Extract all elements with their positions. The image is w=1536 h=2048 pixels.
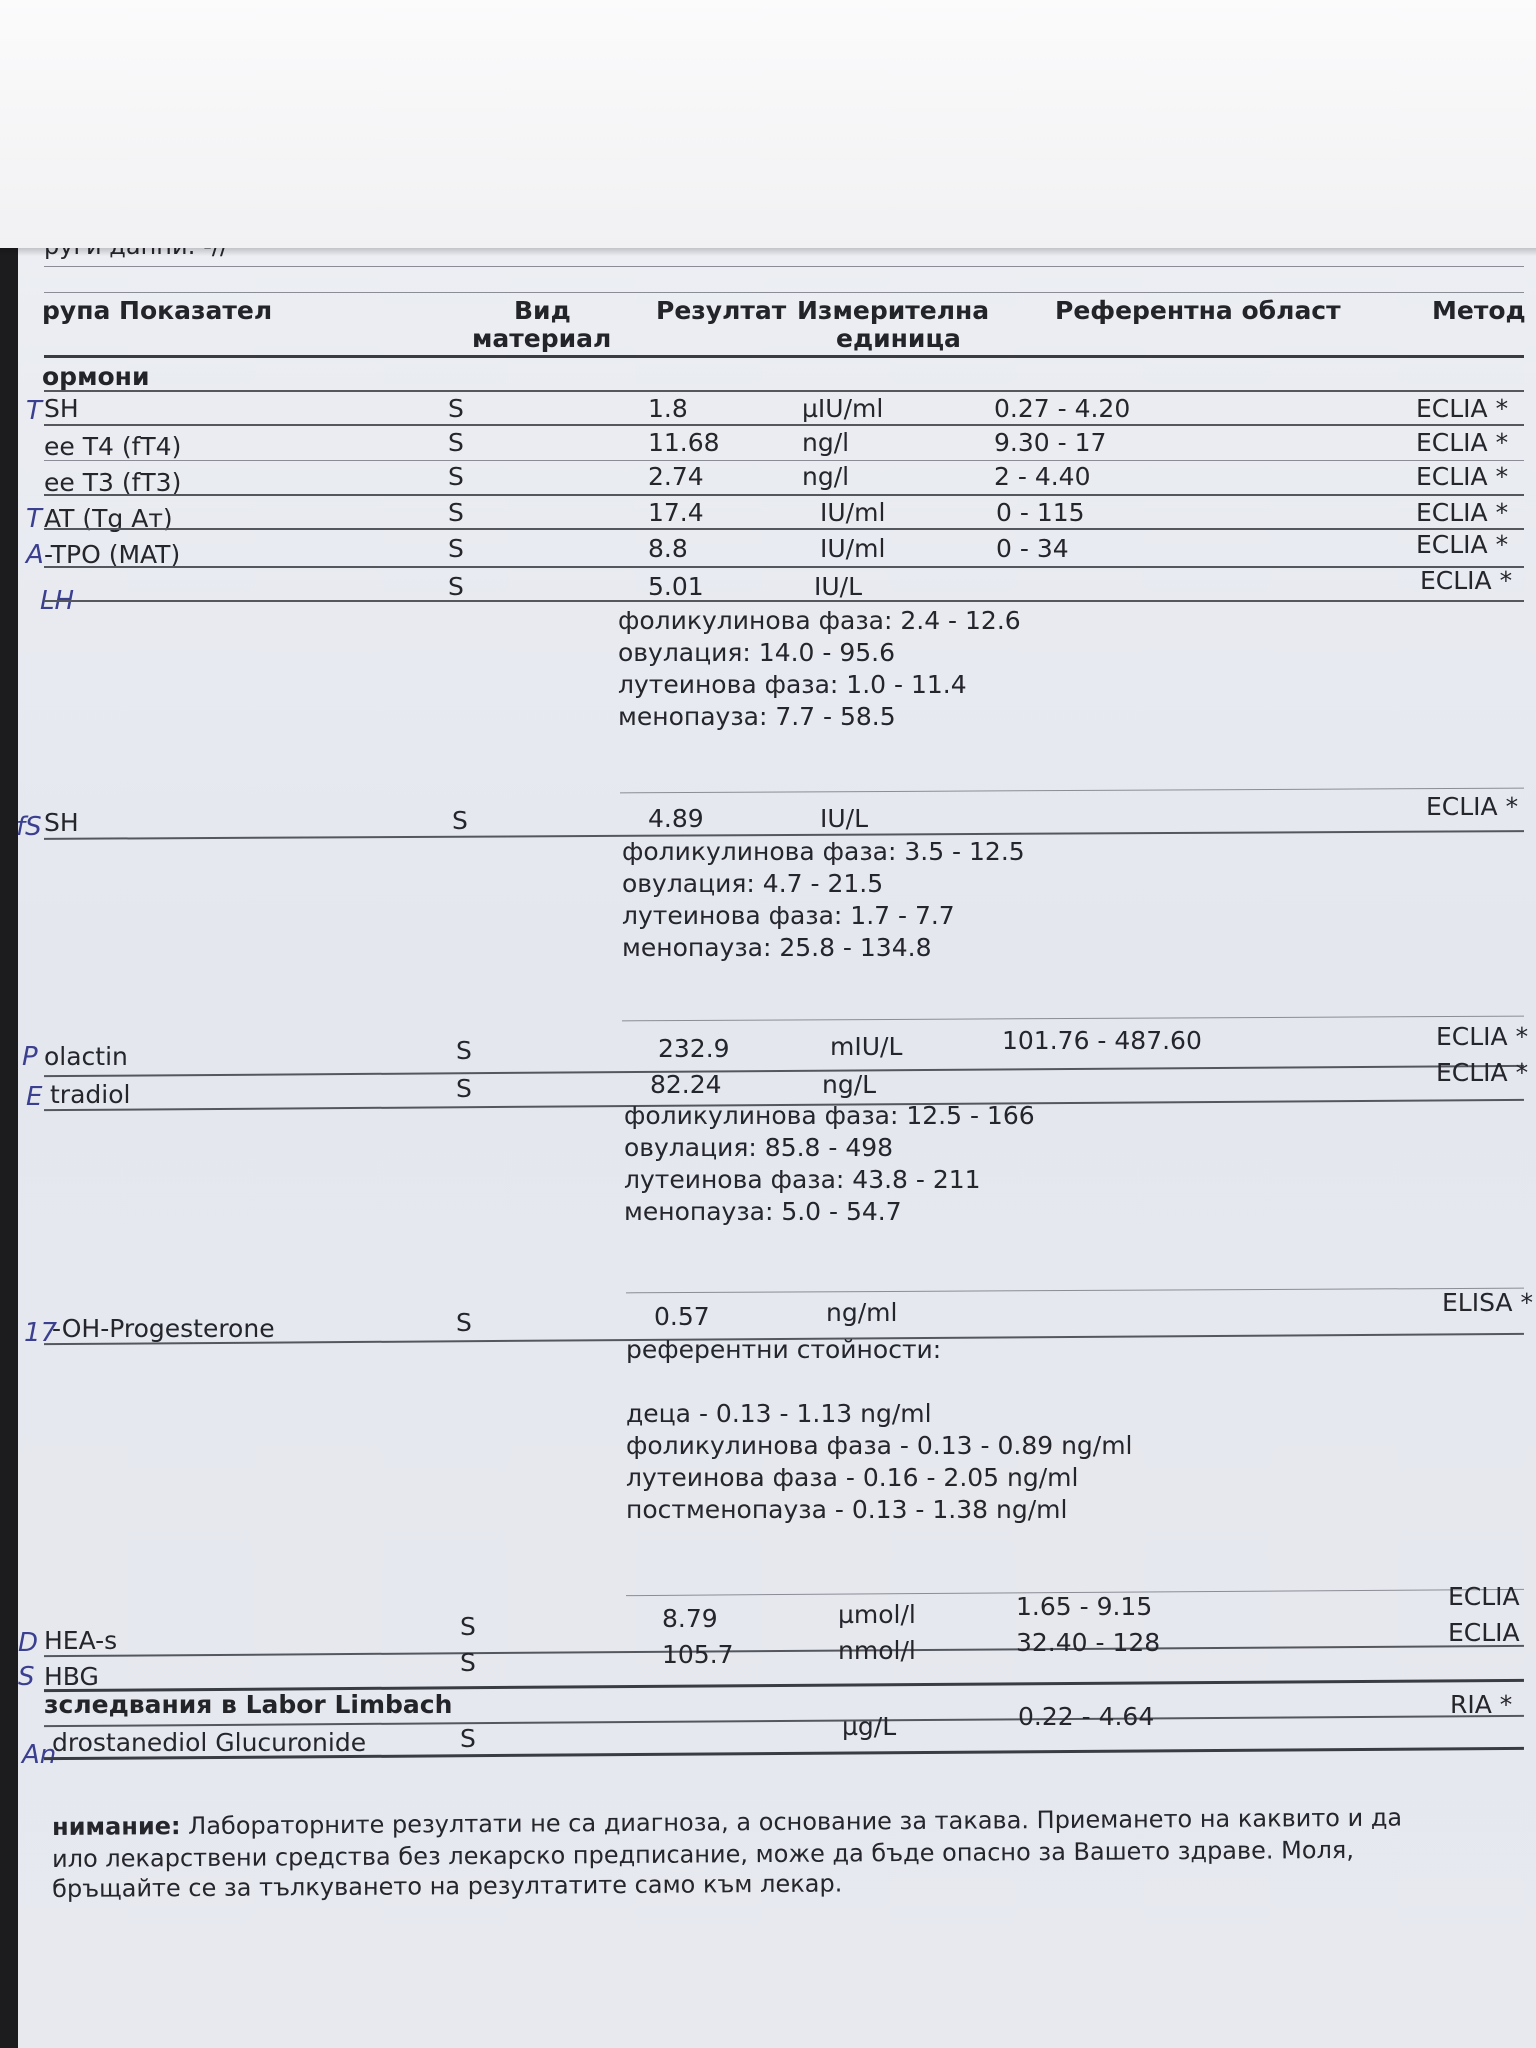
row-reference: 0 - 34 [996, 534, 1069, 563]
divider [44, 600, 1524, 602]
header-divider [44, 355, 1524, 358]
header-material-1: Вид [514, 296, 571, 325]
row-name: -TPO (MAT) [44, 540, 181, 569]
row-material: S [456, 1308, 472, 1337]
row-name: tradiol [50, 1080, 131, 1109]
row-material: S [448, 572, 464, 601]
row-unit: nmol/l [838, 1636, 916, 1665]
section-labor-limbach: зследвания в Labor Limbach [44, 1690, 453, 1719]
row-material: S [452, 806, 468, 835]
handwritten-mark: E [26, 1082, 43, 1112]
row-unit: IU/L [814, 572, 863, 601]
handwritten-mark: A [26, 540, 44, 570]
row-unit: µg/L [842, 1712, 897, 1741]
divider [44, 460, 1524, 461]
header-group-indicator: рупа Показател [42, 296, 273, 325]
row-reference: 0.22 - 4.64 [1018, 1702, 1155, 1731]
row-material: S [460, 1648, 476, 1677]
row-method: ECLIA * [1416, 428, 1509, 457]
row-method: RIA * [1450, 1690, 1513, 1719]
row-name: ee T4 (fT4) [44, 432, 182, 461]
estradiol-range: фоликулинова фаза: 12.5 - 166 [624, 1101, 1035, 1130]
lh-range: овулация: 14.0 - 95.6 [618, 638, 896, 667]
row-unit: mIU/L [830, 1032, 903, 1061]
divider [44, 1645, 1524, 1657]
header-result: Резултат [656, 296, 787, 325]
row-method: ECLIA [1448, 1618, 1520, 1647]
header-unit-2: единица [836, 324, 961, 353]
row-result: 1.8 [648, 394, 688, 423]
handwritten-mark: 17 [24, 1318, 58, 1348]
fsh-range: фоликулинова фаза: 3.5 - 12.5 [622, 837, 1025, 866]
row-material: S [456, 1074, 472, 1103]
row-name: HEA-s [44, 1626, 118, 1655]
divider [44, 494, 1524, 496]
row-unit: ng/l [802, 462, 850, 491]
row-material: S [448, 498, 464, 527]
divider [44, 1065, 1524, 1077]
row-unit: ng/L [822, 1070, 877, 1099]
row-name: -OH-Progesterone [52, 1314, 275, 1343]
row-result: 4.89 [648, 804, 704, 833]
row-name: HBG [44, 1662, 99, 1691]
header-method: Метод [1432, 296, 1526, 325]
divider [44, 266, 1524, 267]
row-result: 11.68 [648, 428, 720, 457]
row-result: 8.79 [662, 1604, 718, 1633]
progesterone-range: фоликулинова фаза - 0.13 - 0.89 ng/ml [626, 1431, 1133, 1460]
row-result: 105.7 [662, 1640, 734, 1669]
row-method: ECLIA * [1416, 530, 1509, 559]
row-name: SH [44, 808, 79, 837]
handwritten-lh: LH [40, 586, 75, 616]
fsh-range: овулация: 4.7 - 21.5 [622, 869, 884, 898]
estradiol-range: лутеинова фаза: 43.8 - 211 [624, 1165, 981, 1194]
row-method: ECLIA * [1416, 394, 1509, 423]
row-reference: 2 - 4.40 [994, 462, 1091, 491]
row-method: ELISA * [1442, 1288, 1533, 1317]
divider [626, 1288, 1524, 1294]
row-method: ECLIA * [1436, 1058, 1529, 1087]
row-method: ECLIA * [1436, 1022, 1529, 1051]
row-method: ECLIA * [1416, 498, 1509, 527]
row-unit: IU/ml [820, 534, 886, 563]
row-result: 232.9 [658, 1034, 730, 1063]
divider [620, 788, 1524, 794]
row-material: S [448, 462, 464, 491]
row-material: S [460, 1724, 476, 1753]
lh-range: менопауза: 7.7 - 58.5 [618, 702, 896, 731]
notice-line-2: ило лекарствени средства без лекарско предписание, може да бъде опасно за Вашето здраве. Моля, [52, 1835, 1355, 1873]
row-material: S [448, 428, 464, 457]
row-reference: 0 - 115 [996, 498, 1085, 527]
notice-text-1: Лабораторните резултати не са диагноза, а основание за такава. Приемането на каквито и да [188, 1803, 1403, 1841]
row-method: ECLIA * [1426, 792, 1519, 821]
row-result: 17.4 [648, 498, 704, 527]
row-result: 2.74 [648, 462, 704, 491]
row-material: S [448, 534, 464, 563]
row-material: S [448, 394, 464, 423]
row-unit: ng/l [802, 428, 850, 457]
row-unit: µmol/l [838, 1600, 916, 1629]
section-hormones: ормони [42, 362, 150, 391]
row-unit: IU/L [820, 804, 869, 833]
row-unit: IU/ml [820, 498, 886, 527]
row-name: AT (Tg Ат) [44, 504, 173, 533]
handwritten-mark: D [18, 1628, 39, 1658]
divider [44, 390, 1524, 392]
row-result: 5.01 [648, 572, 704, 601]
fsh-range: лутеинова фаза: 1.7 - 7.7 [622, 901, 955, 930]
progesterone-reference-title: референтни стойности: [626, 1335, 942, 1364]
estradiol-range: овулация: 85.8 - 498 [624, 1133, 894, 1162]
row-result: 8.8 [648, 534, 688, 563]
handwritten-mark: P [22, 1042, 38, 1072]
row-reference: 9.30 - 17 [994, 428, 1107, 457]
overlapping-blank-sheet [0, 0, 1536, 248]
divider [44, 292, 1524, 293]
handwritten-mark: T [26, 396, 42, 426]
divider [44, 424, 1524, 426]
row-method: ECLIA * [1416, 462, 1509, 491]
row-name: drostanediol Glucuronide [52, 1728, 367, 1757]
row-reference: 0.27 - 4.20 [994, 394, 1131, 423]
estradiol-range: менопауза: 5.0 - 54.7 [624, 1197, 902, 1226]
notice-label: нимание: [52, 1812, 181, 1841]
header-unit-1: Измерителна [797, 296, 990, 325]
row-reference: 1.65 - 9.15 [1016, 1592, 1153, 1621]
handwritten-mark: fS [16, 812, 42, 842]
row-result: 82.24 [650, 1070, 722, 1099]
handwritten-mark: S [18, 1662, 35, 1692]
fsh-range: менопауза: 25.8 - 134.8 [622, 933, 932, 962]
row-name: ee T3 (fT3) [44, 468, 182, 497]
row-name: SH [44, 394, 79, 423]
row-method: ECLIA * [1420, 566, 1513, 595]
progesterone-range: лутеинова фаза - 0.16 - 2.05 ng/ml [626, 1463, 1079, 1492]
divider [44, 528, 1524, 530]
row-unit: µIU/ml [802, 394, 884, 423]
divider [44, 566, 1524, 568]
progesterone-range: постменопауза - 0.13 - 1.38 ng/ml [626, 1495, 1068, 1524]
notice-line-3: бръщайте се за тълкуването на резултатите само към лекар. [52, 1869, 843, 1903]
row-reference: 101.76 - 487.60 [1002, 1026, 1202, 1055]
handwritten-mark: T [26, 504, 42, 534]
handwritten-mark: An [22, 1740, 57, 1770]
header-material-2: материал [472, 324, 612, 353]
row-method: ECLIA [1448, 1582, 1520, 1611]
row-reference: 32.40 - 128 [1016, 1628, 1161, 1657]
row-unit: ng/ml [826, 1298, 898, 1327]
row-result: 0.57 [654, 1302, 710, 1331]
row-material: S [456, 1036, 472, 1065]
lh-range: фоликулинова фаза: 2.4 - 12.6 [618, 606, 1021, 635]
progesterone-range: деца - 0.13 - 1.13 ng/ml [626, 1399, 932, 1428]
divider [622, 1016, 1524, 1022]
lh-range: лутеинова фаза: 1.0 - 11.4 [618, 670, 967, 699]
header-reference: Референтна област [1055, 296, 1341, 325]
row-material: S [460, 1612, 476, 1641]
row-name: olactin [44, 1042, 128, 1071]
